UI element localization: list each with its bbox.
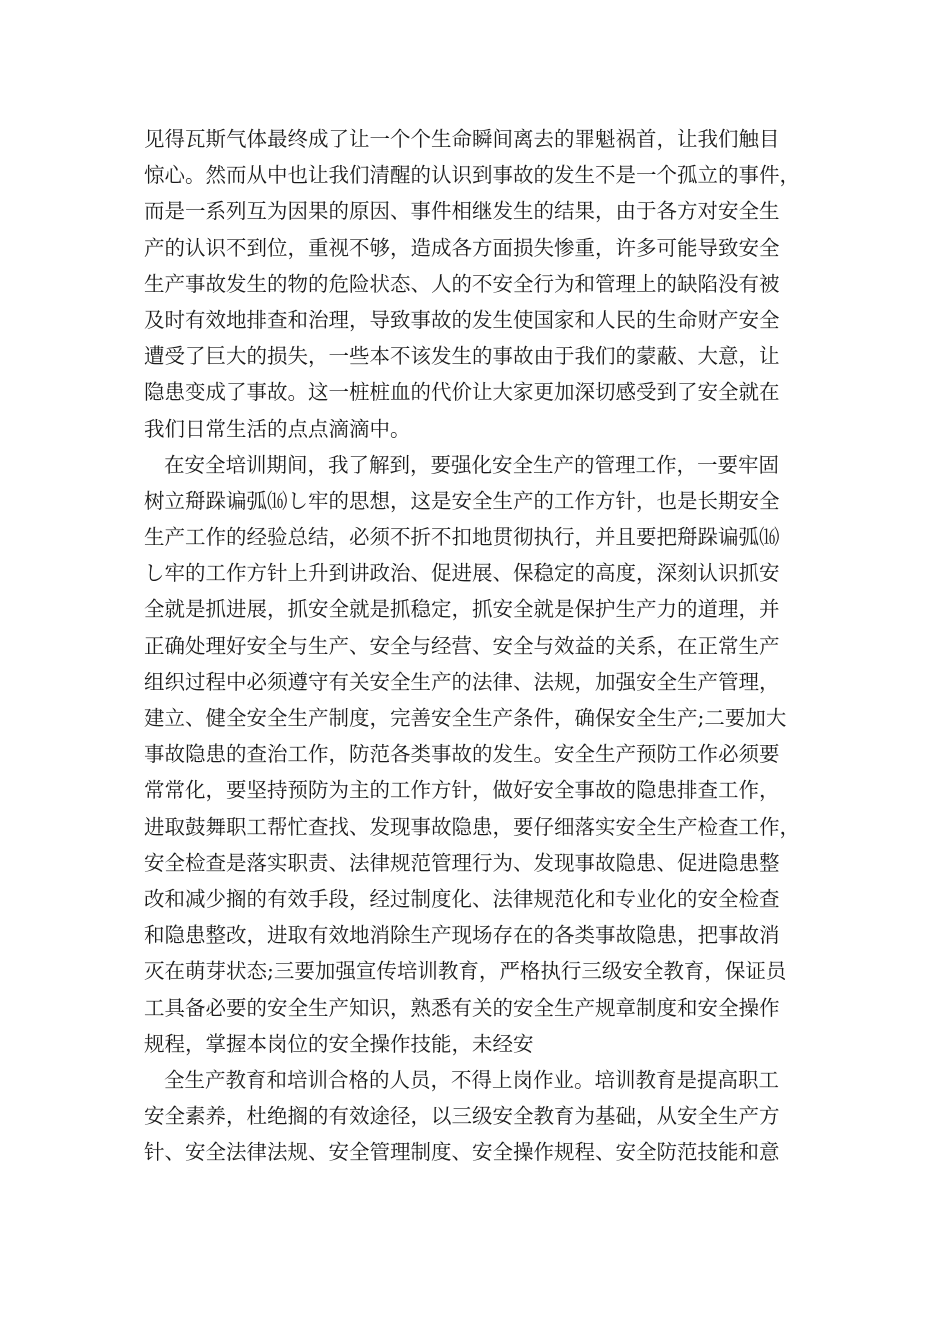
text-line: 进取鼓舞职工帮忙查找、发现事故隐患，要仔细落实安全生产检查工作， xyxy=(144,814,800,839)
text-line: 生产事故发生的物的危险状态、人的不安全行为和管理上的缺陷没有被 xyxy=(144,271,780,296)
text-line: 惊心。然而从中也让我们清醒的认识到事故的发生不是一个孤立的事件， xyxy=(144,163,800,188)
text-line: 安全素养，杜绝搁的有效途径，以三级安全教育为基础，从安全生产方 xyxy=(144,1104,780,1129)
text-line: 和隐患整改，进取有效地消除生产现场存在的各类事故隐患，把事故消 xyxy=(144,923,780,948)
text-line: 灭在萌芽状态;三要加强宣传培训教育，严格执行三级安全教育，保证员 xyxy=(144,959,787,984)
text-line: 建立、健全安全生产制度，完善安全生产条件，确保安全生产;二要加大 xyxy=(144,706,787,730)
text-line: 产的认识不到位，重视不够，造成各方面损失惨重，许多可能导致安全 xyxy=(144,235,780,260)
text-line: 遭受了巨大的损失，一些本不该发生的事故由于我们的蒙蔽、大意，让 xyxy=(144,344,780,369)
text-line: 常常化，要坚持预防为主的工作方针，做好安全事故的隐患排查工作， xyxy=(144,778,780,803)
text-line: 规程，掌握本岗位的安全操作技能，未经安 xyxy=(144,1031,534,1056)
body-text xyxy=(144,121,804,1170)
paragraph-start-line: 全生产教育和培训合格的人员，不得上岗作业。培训教育是提高职工 xyxy=(164,1067,779,1092)
text-line: 树立搿跺谝弧⒃し牢的思想，这是安全生产的工作方针，也是长期安全 xyxy=(144,488,780,513)
text-line: 及时有效地排查和治理，导致事故的发生使国家和人民的生命财产安全 xyxy=(144,307,780,332)
text-line: 生产工作的经验总结，必须不折不扣地贯彻执行，并且要把搿跺谝弧⒃ xyxy=(144,525,780,550)
text-line: 事故隐患的查治工作，防范各类事故的发生。安全生产预防工作必须要 xyxy=(144,742,780,767)
text-line: 而是一系列互为因果的原因、事件相继发生的结果，由于各方对安全生 xyxy=(144,199,780,224)
text-line: し牢的工作方针上升到讲政治、促进展、保稳定的高度，深刻认识抓安 xyxy=(144,561,780,586)
text-line: 正确处理好安全与生产、安全与经营、安全与效益的关系，在正常生产 xyxy=(144,633,780,658)
text-line: 组织过程中必须遵守有关安全生产的法律、法规，加强安全生产管理， xyxy=(144,669,780,694)
text-line: 安全检查是落实职责、法律规范管理行为、发现事故隐患、促进隐患整 xyxy=(144,850,780,875)
text-line: 针、安全法律法规、安全管理制度、安全操作规程、安全防范技能和意 xyxy=(144,1140,780,1165)
text-line: 全就是抓进展，抓安全就是抓稳定，抓安全就是保护生产力的道理，并 xyxy=(144,597,780,622)
text-line: 工具备必要的安全生产知识，熟悉有关的安全生产规章制度和安全操作 xyxy=(144,995,780,1020)
text-line: 隐患变成了事故。这一桩桩血的代价让大家更加深切感受到了安全就在 xyxy=(144,380,780,405)
text-line: 我们日常生活的点点滴滴中。 xyxy=(144,416,411,441)
text-line: 改和减少搁的有效手段，经过制度化、法律规范化和专业化的安全检查 xyxy=(144,886,780,911)
text-line: 见得瓦斯气体最终成了让一个个生命瞬间离去的罪魁祸首，让我们触目 xyxy=(144,127,780,151)
paragraph-start-line: 在安全培训期间，我了解到，要强化安全生产的管理工作，一要牢固 xyxy=(164,452,779,477)
